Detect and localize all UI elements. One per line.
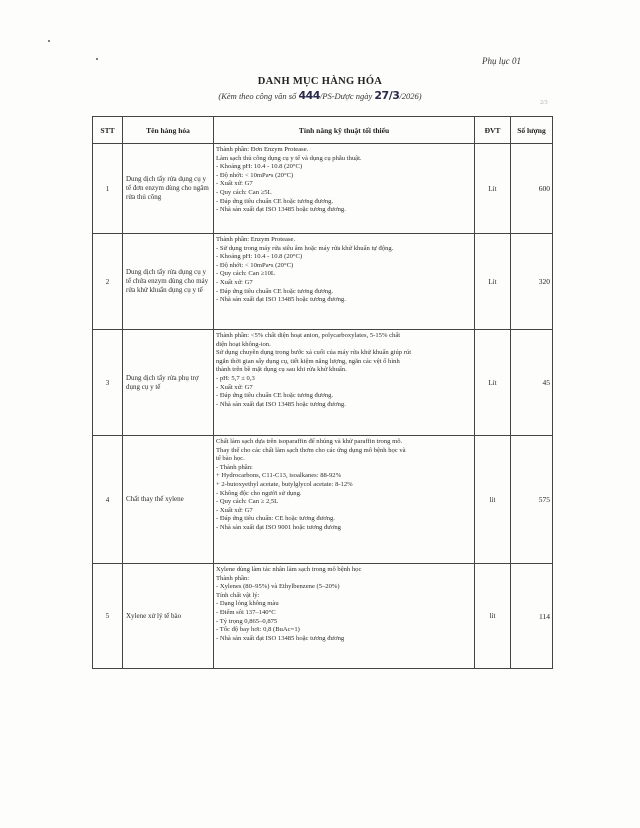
spec-line: + 2-butoxyethyl acetate, butylglycol acetate: 8-12% [216,480,353,488]
row-spec [214,564,475,669]
col-header-spec: Tính năng kỹ thuật tối thiểu [214,117,475,144]
row-unit: Lít [475,330,511,436]
row-spec [214,330,475,436]
handwritten-doc-date: 27/3 [374,89,400,102]
spec-line: - Xuất xứ: G7 [216,278,253,286]
annex-label: Phụ lục 01 [482,56,521,66]
table-row [93,144,553,234]
goods-table [92,116,553,669]
spec-line: - Thành phần: [216,463,253,471]
spec-line: - Không độc cho người sử dụng. [216,489,302,497]
subtitle-suffix: /2026) [399,91,422,101]
spec-line: - Nhà sản xuất đạt ISO 13485 hoặc tương đương. [216,296,346,304]
spec-line: - Dạng lỏng không màu [216,600,279,608]
spec-line: - Nhà sản xuất đạt ISO 9001 hoặc tương đương [216,523,341,531]
spec-line: Thành phần: Enzym Protease. [216,236,296,243]
row-stt: 4 [93,436,123,564]
spec-line: - Tốc độ bay hơi: 0,8 (BuAc=1) [216,626,300,634]
spec-line: - Tỷ trọng 0,865–0,875 [216,617,278,625]
row-unit: Lít [475,234,511,330]
page-mark: 2/3 [540,100,548,106]
subtitle-prefix: (Kèm theo công văn số [218,91,297,101]
row-product-name: Xylene xử lý tế bào [123,564,214,669]
spec-line: diện hoạt không-ion. [216,340,271,348]
table-row [93,436,553,564]
table-row [93,234,553,330]
spec-line: Tính chất vật lý: [216,591,260,599]
row-quantity: 114 [511,564,553,669]
spec-line: Thành phần: [216,574,250,582]
row-product-name: Dung dịch tẩy rửa dụng cụ y tế đơn enzym dùng cho ngâm rửa thủ công [123,144,214,234]
spec-line: - Quy cách: Can ≥10L [216,270,275,278]
row-quantity: 600 [511,144,553,234]
row-quantity: 45 [511,330,553,436]
spec-line: - Nhà sản xuất đạt ISO 13485 hoặc tương đương [216,634,345,642]
spec-line: - Độ nhớt: < 10mPa•s (20°C) [216,171,294,179]
row-product-name: Dung dịch tẩy rửa phụ trợ dụng cụ y tế [123,330,214,436]
page-title: DANH MỤC HÀNG HÓA [257,76,383,87]
spec-line: + Hydrocarbons, C11-C13, isoalkanes: 88-92% [216,472,342,480]
spec-line: Làm sạch thủ công dụng cụ y tế và dụng cụ phẫu thuật. [216,154,362,162]
row-stt: 1 [93,144,123,234]
spec-line: Chất làm sạch dựa trên isoparaffin để nhúng và khử paraffin trong mô. [216,438,403,445]
spec-line: tế bào học. [216,455,245,463]
spec-line: - Quy cách: Can ≥ 2,5L [216,498,279,506]
spec-line: - Điểm sôi 137–140°C [216,608,276,616]
spec-line: Thành phần: <5% chất diện hoạt anion, polycarboxylates, 5-15% chất [216,332,401,339]
row-quantity: 575 [511,436,553,564]
spec-line: Xylene dùng làm tác nhân làm sạch trong mô bệnh học [216,566,362,573]
row-spec [214,234,475,330]
spec-line: - Độ nhớt: < 10mPa•s (20°C) [216,261,294,269]
row-product-name: Dung dịch tẩy rửa dụng cụ y tế chứa enzym dùng cho máy rửa khử khuẩn dụng cụ y tế [123,234,214,330]
spec-line: ngắn thời gian sấy dụng cụ, tiết kiệm năng lượng, ngăn các vệt ố hình [216,357,400,365]
spec-line: - Nhà sản xuất đạt ISO 13485 hoặc tương đương. [216,400,346,408]
spec-line: - Sử dụng trong máy rửa siêu âm hoặc máy rửa khử khuẩn tự động. [216,244,394,252]
table-header-row [93,117,553,144]
spec-line: - Xuất xứ: G7 [216,383,253,391]
scan-speck [48,40,50,42]
row-quantity: 320 [511,234,553,330]
subtitle-middle: /PS-Dược ngày [319,91,373,101]
table-row [93,564,553,669]
col-header-qty: Số lượng [511,117,553,144]
handwritten-doc-number: 444 [298,89,320,102]
row-stt: 5 [93,564,123,669]
spec-line: - Quy cách: Can ≥5L [216,188,272,196]
spec-line: - Đáp ứng tiêu chuẩn CE hoặc tương đương. [216,287,334,295]
spec-line: Thay thế cho các chất làm sạch thơm cho các ứng dụng mô bệnh học và [216,446,406,454]
spec-line: Sử dụng chuyên dụng trong bước xả cuối của máy rửa khử khuẩn giúp rút [216,349,412,357]
spec-line: - Xuất xứ: G7 [216,506,253,514]
row-stt: 3 [93,330,123,436]
scan-speck [96,58,98,60]
col-header-unit: ĐVT [475,117,511,144]
spec-line: - Đáp ứng tiêu chuẩn CE hoặc tương đương. [216,197,334,205]
row-spec [214,436,475,564]
row-spec [214,144,475,234]
spec-line: - Đáp ứng tiêu chuẩn: CE hoặc tương đương. [216,515,335,523]
spec-line: - Khoảng pH: 10.4 - 10.8 (20°C) [216,163,303,171]
table-row [93,330,553,436]
spec-line: thành trên bề mặt dụng cụ sau khi rửa khử khuẩn. [216,366,347,374]
row-product-name: Chất thay thế xylene [123,436,214,564]
row-unit: lít [475,436,511,564]
spec-line: - Xuất xứ: G7 [216,180,253,188]
row-stt: 2 [93,234,123,330]
row-unit: lít [475,564,511,669]
spec-line: - Xylenes (80–95%) và Ethylbenzene (5–20%) [216,583,340,591]
spec-line: - pH: 5,7 ± 0,3 [216,374,255,382]
spec-line: - Khoảng pH: 10.4 - 10.8 (20°C) [216,253,303,261]
spec-line: - Nhà sản xuất đạt ISO 13485 hoặc tương đương. [216,206,346,214]
spec-line: Thành phần: Đơn Enzym Protease. [216,146,309,153]
row-unit: Lít [475,144,511,234]
col-header-name: Tên hàng hóa [123,117,214,144]
col-header-stt: STT [93,117,123,144]
spec-line: - Đáp ứng tiêu chuẩn CE hoặc tương đương. [216,392,334,400]
